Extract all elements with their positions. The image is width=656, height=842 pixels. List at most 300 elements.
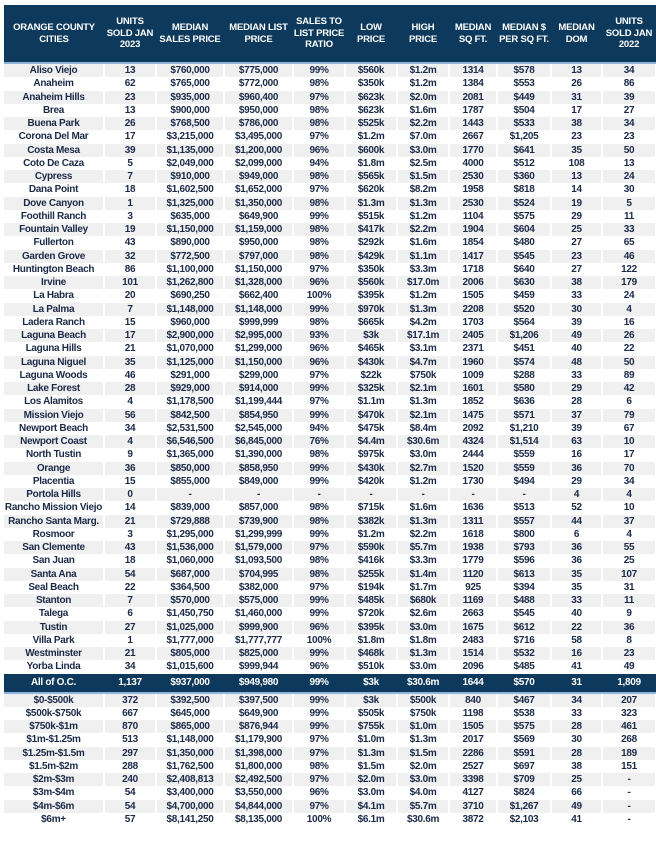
cell-units-2023: 62 [104,77,156,90]
cell-units-2022: 22 [602,342,656,355]
cell-sales-to-list-ratio: 98% [293,250,345,263]
cell-median-sqft: 1514 [449,647,497,660]
table-row [4,117,656,130]
cell-sales-to-list-ratio: - [293,488,345,501]
cell-median-price-per-sqft: $574 [497,356,551,369]
cell-units-2023: 6 [104,607,156,620]
cell-units-2023: 372 [104,693,156,707]
cell-city: Huntington Beach [4,263,104,276]
cell-median-sales-price: $2,408,813 [156,773,224,786]
cell-median-price-per-sqft: $480 [497,236,551,249]
cell-high-price: $1.2m [397,77,449,90]
cell-median-list-price: $825,000 [224,647,293,660]
cell-units-2022: 36 [602,621,656,634]
cell-units-2022: 268 [602,733,656,746]
cell-median-dom: 31 [551,91,602,104]
cell-median-price-per-sqft: $520 [497,303,551,316]
cell-low-price: $1.2m [345,130,397,143]
cell-median-sqft: 2667 [449,130,497,143]
cell-units-2023: 26 [104,117,156,130]
cell-median-list-price: $950,000 [224,104,293,117]
table-row [4,130,656,143]
cell-median-sqft: 4127 [449,786,497,799]
cell-median-price-per-sqft: $485 [497,660,551,673]
cell-median-sqft: 1104 [449,210,497,223]
cell-sales-to-list-ratio: 93% [293,329,345,342]
price-range-row [4,800,656,813]
cell-sales-to-list-ratio: 99% [293,210,345,223]
cell-high-price: $4.2m [397,316,449,329]
cell-median-sales-price: $1,178,500 [156,395,224,408]
cell-median-sales-price: - [156,488,224,501]
cell-sales-to-list-ratio: 96% [293,621,345,634]
cell-city: Talega [4,607,104,620]
cell-median-sales-price: $1,365,000 [156,448,224,461]
cell-median-dom: 29 [551,382,602,395]
price-range-row [4,786,656,799]
table-row [4,329,656,342]
table-row [4,276,656,289]
column-header-city: ORANGE COUNTY CITIES [4,5,104,63]
cell-units-2022: 10 [602,435,656,448]
price-range-row [4,693,656,707]
cell-sales-to-list-ratio: 76% [293,435,345,448]
cell-median-sales-price: $890,000 [156,236,224,249]
cell-median-list-price: $1,159,000 [224,223,293,236]
cell-units-2023: 1 [104,197,156,210]
table-row [4,316,656,329]
cell-high-price: $17.1m [397,329,449,342]
cell-low-price: $350k [345,77,397,90]
cell-units-2023: 240 [104,773,156,786]
cell-median-list-price: $662,400 [224,289,293,302]
cell-low-price: $755k [345,720,397,733]
cell-sales-to-list-ratio: 97% [293,183,345,196]
cell-median-sqft: 1675 [449,621,497,634]
cell-city: $1m-$1.25m [4,733,104,746]
cell-sales-to-list-ratio: 96% [293,276,345,289]
cell-high-price: $7.0m [397,130,449,143]
cell-median-dom: 49 [551,800,602,813]
cell-units-2022: 42 [602,382,656,395]
cell-median-list-price: $1,350,000 [224,197,293,210]
cell-city: La Palma [4,303,104,316]
table-row [4,515,656,528]
cell-median-sqft: 1618 [449,528,497,541]
cell-city: Anaheim [4,77,104,90]
cell-median-sqft: 1960 [449,356,497,369]
cell-median-dom: 4 [551,488,602,501]
cell-sales-to-list-ratio: 99% [293,63,345,77]
cell-units-2022: 39 [602,91,656,104]
cell-median-sales-price: $1,100,000 [156,263,224,276]
cell-city: $4m-$6m [4,800,104,813]
cell-units-2023: 17 [104,329,156,342]
cell-median-sales-price: $729,888 [156,515,224,528]
cell-low-price: $1.3m [345,197,397,210]
total-row [4,674,656,693]
cell-low-price: $382k [345,515,397,528]
cell-median-sqft: 2663 [449,607,497,620]
cell-high-price: $1.2m [397,63,449,77]
cell-units-2023: 35 [104,356,156,369]
cell-median-dom: 25 [551,773,602,786]
cell-high-price: $8.4m [397,422,449,435]
cell-units-2023: 21 [104,647,156,660]
table-row [4,144,656,157]
cell-median-dom: 44 [551,515,602,528]
cell-median-list-price: $1,199,444 [224,395,293,408]
cell-high-price: $5.7m [397,800,449,813]
cell-median-price-per-sqft: $570 [497,674,551,693]
cell-median-dom: 28 [551,747,602,760]
cell-units-2022: 55 [602,541,656,554]
cell-units-2022: 31 [602,581,656,594]
cell-units-2022: 50 [602,144,656,157]
cell-low-price: $1.5m [345,760,397,773]
cell-median-price-per-sqft: $596 [497,554,551,567]
cell-high-price: $4.7m [397,356,449,369]
cell-sales-to-list-ratio: 97% [293,395,345,408]
cell-low-price: $560k [345,276,397,289]
cell-city: Dana Point [4,183,104,196]
cell-median-sqft: 1779 [449,554,497,567]
cell-sales-to-list-ratio: 98% [293,77,345,90]
cell-median-dom: 27 [551,263,602,276]
cell-median-list-price: $914,000 [224,382,293,395]
cell-low-price: $1.1m [345,395,397,408]
cell-units-2022: 46 [602,250,656,263]
cell-low-price: $600k [345,144,397,157]
cell-low-price: $623k [345,104,397,117]
cell-low-price: $255k [345,568,397,581]
cell-high-price: $8.2m [397,183,449,196]
cell-median-sales-price: $937,000 [156,674,224,693]
table-row [4,475,656,488]
cell-high-price: $3.0m [397,621,449,634]
cell-high-price: $3.3m [397,554,449,567]
cell-units-2023: 13 [104,63,156,77]
cell-median-price-per-sqft: $545 [497,607,551,620]
cell-median-sqft: 1475 [449,409,497,422]
cell-median-price-per-sqft: $580 [497,382,551,395]
cell-high-price: $2.2m [397,223,449,236]
cell-units-2023: 5 [104,157,156,170]
cell-median-sales-price: $1,450,750 [156,607,224,620]
cell-median-sales-price: $1,762,500 [156,760,224,773]
cell-median-price-per-sqft: $591 [497,747,551,760]
cell-median-sales-price: $1,150,000 [156,223,224,236]
cell-sales-to-list-ratio: 96% [293,786,345,799]
cell-median-sales-price: $929,000 [156,382,224,395]
market-stats-table [4,5,656,826]
cell-median-list-price: $649,900 [224,707,293,720]
cell-median-sales-price: $900,000 [156,104,224,117]
cell-units-2023: 3 [104,210,156,223]
cell-units-2023: 43 [104,541,156,554]
cell-low-price: $395k [345,621,397,634]
cell-median-dom: 16 [551,647,602,660]
cell-median-sqft: 925 [449,581,497,594]
cell-low-price: $4.1m [345,800,397,813]
cell-sales-to-list-ratio: 98% [293,197,345,210]
cell-sales-to-list-ratio: 98% [293,236,345,249]
cell-sales-to-list-ratio: 98% [293,554,345,567]
cell-sales-to-list-ratio: 98% [293,170,345,183]
cell-high-price: $1.3m [397,197,449,210]
cell-sales-to-list-ratio: 97% [293,733,345,746]
cell-units-2023: 3 [104,528,156,541]
cell-units-2022: 13 [602,157,656,170]
cell-city: Laguna Woods [4,369,104,382]
cell-units-2022: 4 [602,488,656,501]
cell-high-price: $1.4m [397,568,449,581]
cell-units-2023: 22 [104,581,156,594]
cell-median-sqft: 2017 [449,733,497,746]
cell-units-2022: 151 [602,760,656,773]
cell-median-sales-price: $570,000 [156,594,224,607]
cell-median-price-per-sqft: $2,103 [497,813,551,826]
cell-median-dom: 36 [551,462,602,475]
cell-sales-to-list-ratio: 99% [293,693,345,707]
table-row [4,303,656,316]
table-row [4,501,656,514]
cell-median-dom: 17 [551,104,602,117]
cell-high-price: $2.2m [397,117,449,130]
cell-median-price-per-sqft: $394 [497,581,551,594]
cell-sales-to-list-ratio: 99% [293,647,345,660]
cell-median-sqft: 1854 [449,236,497,249]
cell-city: Placentia [4,475,104,488]
cell-units-2022: 17 [602,448,656,461]
cell-high-price: $30.6m [397,813,449,826]
cell-median-sqft: 2483 [449,634,497,647]
cell-units-2023: 19 [104,223,156,236]
cell-median-sales-price: $805,000 [156,647,224,660]
cell-city: Santa Ana [4,568,104,581]
cell-median-list-price: $949,980 [224,674,293,693]
cell-median-price-per-sqft: $459 [497,289,551,302]
cell-units-2022: 89 [602,369,656,382]
cell-median-sqft: 2208 [449,303,497,316]
cell-units-2022: 10 [602,501,656,514]
cell-sales-to-list-ratio: 97% [293,541,345,554]
cell-low-price: $505k [345,707,397,720]
cell-median-price-per-sqft: $532 [497,647,551,660]
cell-units-2022: 16 [602,316,656,329]
cell-median-dom: 38 [551,276,602,289]
cell-median-price-per-sqft: $545 [497,250,551,263]
cell-median-price-per-sqft: $571 [497,409,551,422]
cell-high-price: $1.2m [397,210,449,223]
cell-sales-to-list-ratio: 99% [293,303,345,316]
cell-units-2023: 870 [104,720,156,733]
cell-median-sales-price: $1,125,000 [156,356,224,369]
cell-median-list-price: $1,299,000 [224,342,293,355]
cell-city: Mission Viejo [4,409,104,422]
column-header-high-price: HIGH PRICE [397,5,449,63]
cell-city: Fullerton [4,236,104,249]
cell-median-list-price: $3,550,000 [224,786,293,799]
cell-units-2022: 27 [602,104,656,117]
cell-city: Stanton [4,594,104,607]
cell-median-sqft: 1730 [449,475,497,488]
cell-units-2022: 207 [602,693,656,707]
cell-median-list-price: $2,995,000 [224,329,293,342]
cell-median-sqft: 1904 [449,223,497,236]
cell-city: Fountain Valley [4,223,104,236]
table-row [4,170,656,183]
cell-median-dom: 28 [551,720,602,733]
table-row [4,395,656,408]
cell-units-2022: 23 [602,647,656,660]
table-row [4,528,656,541]
cell-units-2022: 6 [602,395,656,408]
cell-high-price: $2.1m [397,382,449,395]
cell-units-2023: 1 [104,634,156,647]
column-header-low-price: LOW PRICE [345,5,397,63]
cell-units-2022: 79 [602,409,656,422]
cell-median-sales-price: $687,000 [156,568,224,581]
cell-high-price: $1.6m [397,501,449,514]
cell-median-price-per-sqft: $559 [497,462,551,475]
cell-median-price-per-sqft: $564 [497,316,551,329]
cell-median-sqft: 3398 [449,773,497,786]
cell-units-2022: 33 [602,223,656,236]
cell-units-2022: 49 [602,660,656,673]
cell-units-2022: 9 [602,607,656,620]
cell-median-list-price: $1,398,000 [224,747,293,760]
cell-median-sqft: 1505 [449,289,497,302]
cell-median-list-price: - [224,488,293,501]
table-row [4,594,656,607]
table-row [4,77,656,90]
cell-median-dom: 16 [551,448,602,461]
cell-median-sales-price: $772,500 [156,250,224,263]
cell-median-list-price: $382,000 [224,581,293,594]
cell-high-price: $1.3m [397,647,449,660]
price-range-row [4,707,656,720]
cell-median-dom: 36 [551,541,602,554]
cell-low-price: $715k [345,501,397,514]
cell-units-2023: 14 [104,501,156,514]
cell-median-dom: 27 [551,236,602,249]
cell-units-2022: 26 [602,329,656,342]
cell-median-price-per-sqft: $793 [497,541,551,554]
cell-high-price: - [397,488,449,501]
cell-median-sales-price: $935,000 [156,91,224,104]
cell-sales-to-list-ratio: 99% [293,594,345,607]
cell-high-price: $3.0m [397,144,449,157]
cell-low-price: $560k [345,63,397,77]
cell-sales-to-list-ratio: 98% [293,448,345,461]
cell-high-price: $30.6m [397,674,449,693]
table-row [4,104,656,117]
cell-city: Cypress [4,170,104,183]
cell-city: Rancho Mission Viejo [4,502,103,514]
cell-median-dom: 26 [551,77,602,90]
cell-high-price: $1.8m [397,634,449,647]
cell-median-price-per-sqft: $824 [497,786,551,799]
table-header [4,5,656,63]
cell-median-sqft: 1938 [449,541,497,554]
cell-low-price: $1.0m [345,733,397,746]
cell-high-price: $2.0m [397,91,449,104]
table-row [4,462,656,475]
cell-median-list-price: $960,400 [224,91,293,104]
cell-sales-to-list-ratio: 99% [293,528,345,541]
cell-sales-to-list-ratio: 97% [293,369,345,382]
cell-median-price-per-sqft: $553 [497,77,551,90]
cell-sales-to-list-ratio: 99% [293,607,345,620]
cell-median-sales-price: $690,250 [156,289,224,302]
cell-median-dom: 34 [551,693,602,707]
cell-units-2022: 4 [602,303,656,316]
cell-median-dom: 108 [551,157,602,170]
cell-median-price-per-sqft: $709 [497,773,551,786]
cell-median-dom: 14 [551,183,602,196]
cell-high-price: $750k [397,369,449,382]
cell-units-2022: 4 [602,528,656,541]
cell-sales-to-list-ratio: 96% [293,144,345,157]
cell-units-2023: 18 [104,554,156,567]
cell-units-2022: 34 [602,117,656,130]
cell-low-price: $565k [345,170,397,183]
table-row [4,422,656,435]
table-row [4,541,656,554]
cell-median-dom: 49 [551,329,602,342]
cell-median-sqft: 2530 [449,170,497,183]
cell-median-sqft: 1520 [449,462,497,475]
cell-low-price: $720k [345,607,397,620]
cell-city: Irvine [4,276,104,289]
cell-median-dom: 23 [551,130,602,143]
cell-low-price: $475k [345,422,397,435]
cell-units-2023: 101 [104,276,156,289]
cell-city: Rancho Santa Marg. [4,515,104,528]
cell-median-dom: 19 [551,197,602,210]
cell-units-2022: 11 [602,210,656,223]
cell-units-2023: 1,137 [104,674,156,693]
cell-median-list-price: $1,652,000 [224,183,293,196]
cell-median-list-price: $1,390,000 [224,448,293,461]
cell-low-price: $510k [345,660,397,673]
cell-median-list-price: $299,000 [224,369,293,382]
cell-low-price: $6.1m [345,813,397,826]
cell-low-price: $4.4m [345,435,397,448]
cell-units-2022: 23 [602,130,656,143]
cell-city: Los Alamitos [4,395,104,408]
cell-median-price-per-sqft: $716 [497,634,551,647]
cell-low-price: $325k [345,382,397,395]
cell-city: Newport Coast [4,435,104,448]
cell-median-sales-price: $1,135,000 [156,144,224,157]
cell-low-price: $470k [345,409,397,422]
cell-low-price: $429k [345,250,397,263]
cell-median-price-per-sqft: $800 [497,528,551,541]
table-row [4,488,656,501]
column-header-median-dom: MEDIAN DOM [551,5,602,63]
cell-median-price-per-sqft: $557 [497,515,551,528]
cell-units-2023: 46 [104,369,156,382]
cell-low-price: $3k [345,329,397,342]
table-row [4,342,656,355]
cell-median-list-price: $1,800,000 [224,760,293,773]
cell-median-dom: 22 [551,621,602,634]
cell-median-dom: 13 [551,170,602,183]
cell-median-price-per-sqft: $533 [497,117,551,130]
cell-median-sales-price: $842,500 [156,409,224,422]
